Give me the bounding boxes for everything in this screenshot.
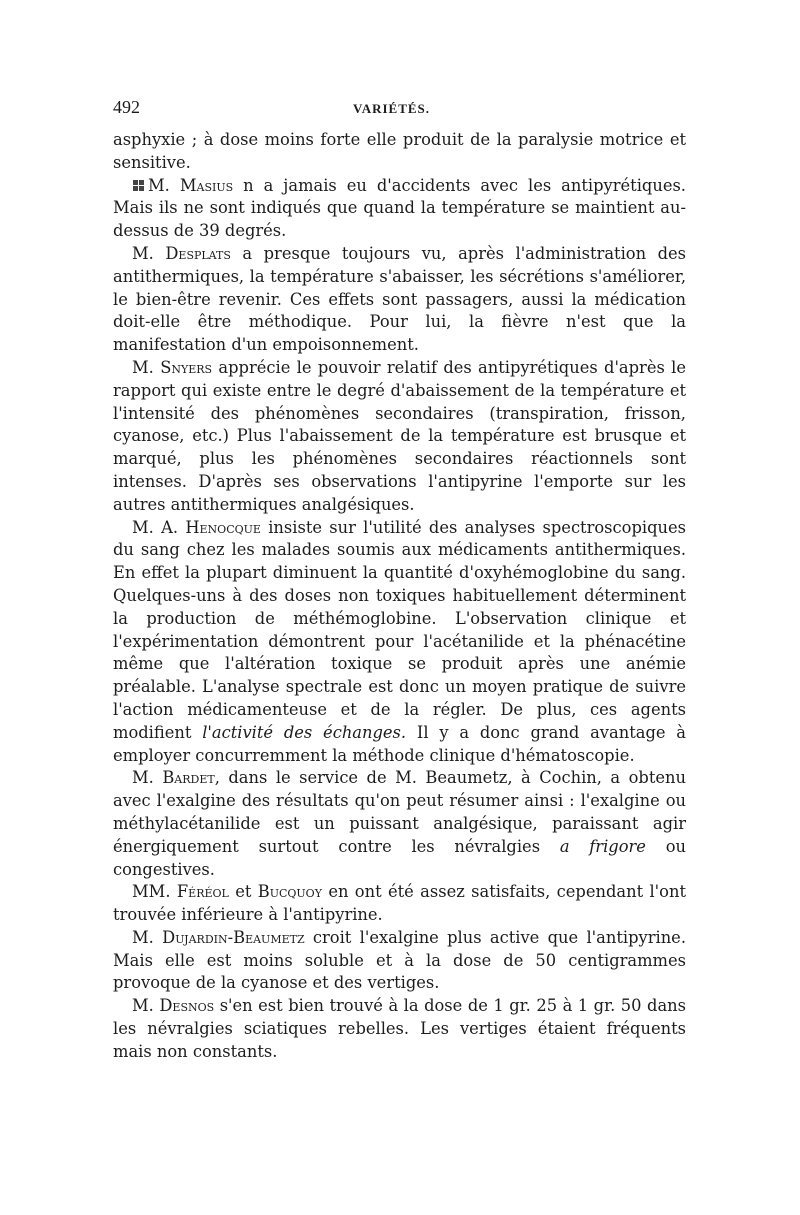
text-run: et xyxy=(228,882,258,902)
text-run: en ont été assez satisfaits, cependant l'ont trouvée inférieure à l'antipyrine. xyxy=(113,882,686,925)
text-run: M. xyxy=(132,243,166,263)
author-name: Bucquoy xyxy=(257,882,322,902)
author-name: Dujardin-Beaumetz xyxy=(162,927,305,947)
author-name: Féréol xyxy=(176,882,229,902)
printer-mark-icon xyxy=(132,179,145,192)
author-name: Snyers xyxy=(160,357,213,377)
author-name: Masius xyxy=(179,175,234,195)
page-number: 492 xyxy=(113,97,140,117)
paragraph-p7 xyxy=(113,927,686,995)
paragraph-p6 xyxy=(113,881,686,927)
text-run: M. A. xyxy=(132,517,186,537)
text-run: Il y a donc grand avantage à employer concurremment la méthode clinique d'hématoscopie. xyxy=(113,722,687,765)
paragraph-p3 xyxy=(113,357,686,517)
text-run: insiste sur l'utilité des analyses spectroscopiques du sang chez les malades soumis aux médicaments antithermiques. En effet la plupart diminuent la quantité d'oxyhémoglobine du sang. Quelques-uns à des doses non toxiques habituellement déterminent la production de méthémoglobine. L'observation clinique et l'expérimentation démontrent pour l'acétanilide et la phénacétine même que l'altération toxique se produit après une anémie préalable. L'analyse spectrale est donc un moyen pratique de suivre l'action médicamenteuse et de la régler. De plus, ces agents modifient xyxy=(113,517,686,742)
paragraph-p8 xyxy=(113,995,686,1063)
text-run: M. xyxy=(132,768,163,788)
text-run: asphyxie ; à dose moins forte elle produit de la paralysie motrice et sensitive. xyxy=(113,130,686,172)
text-run: a presque toujours vu, après l'administration des antithermiques, la température s'abaisser, les sécrétions s'améliorer, le bien-être revenir. Ces effets sont passagers, aussi la médication doit-elle être méthodique. Pour lui, la fièvre n'est que la manifestation d'un empoisonnement. xyxy=(113,243,686,355)
paragraph-p2 xyxy=(113,243,686,357)
text-run: n a jamais eu d'accidents avec les antipyrétiques. Mais ils ne sont indiqués que quand la température se maintient au-dessus de 39 degrés. xyxy=(113,175,686,241)
text-run: s'en est bien trouvé à la dose de 1 gr. 25 à 1 gr. 50 dans les névralgies sciatiques rebelles. Les vertiges étaient fréquents mais non constants. xyxy=(113,996,686,1061)
text-run: , dans le service de M. Beaumetz, à Cochin, a obtenu avec l'exalgine des résultats qu'on peut résumer ainsi : l'exalgine ou méthylacétanilide est un puissant analgésique, paraissant agir énergiquement surtout contre les névralgies xyxy=(113,768,686,856)
paragraph-p5 xyxy=(113,767,686,881)
body-text xyxy=(113,129,686,1064)
text-run: M. xyxy=(132,357,161,377)
text-run: croit l'exalgine plus active que l'antipyrine. Mais elle est moins soluble et à la dose de 50 centigrammes provoque de la cyanose et des vertiges. xyxy=(113,927,686,993)
running-head xyxy=(113,95,686,129)
italic-phrase: l'activité des échanges. xyxy=(202,722,407,742)
paragraph-p0 xyxy=(113,129,686,175)
text-run: MM. xyxy=(132,882,177,902)
text-run: M. xyxy=(132,996,160,1016)
paragraph-p4 xyxy=(113,517,686,768)
book-page xyxy=(113,95,686,1064)
text-run: M. xyxy=(132,927,163,947)
text-run: ou congestives. xyxy=(113,836,687,879)
paragraph-p1 xyxy=(113,175,686,243)
author-name: Desnos xyxy=(159,996,215,1016)
author-name: Henocque xyxy=(185,517,261,537)
author-name: Bardet xyxy=(162,768,215,788)
section-title: VARIÉTÉS. xyxy=(353,101,431,116)
author-name: Desplats xyxy=(165,243,231,263)
text-run: apprécie le pouvoir relatif des antipyrétiques d'après le rapport qui existe entre le degré d'abaissement de la température et l'intensité des phénomènes secondaires (transpiration, frisson, cyanose, etc.) Plus l'abaissement de la température est brusque et marqué, plus les phénomènes secondaires réactionnels sont intenses. D'après ses observations l'antipyrine l'emporte sur les autres antithermiques analgésiques. xyxy=(113,357,686,514)
italic-phrase: a frigore xyxy=(559,836,646,856)
text-run: M. xyxy=(148,175,180,195)
